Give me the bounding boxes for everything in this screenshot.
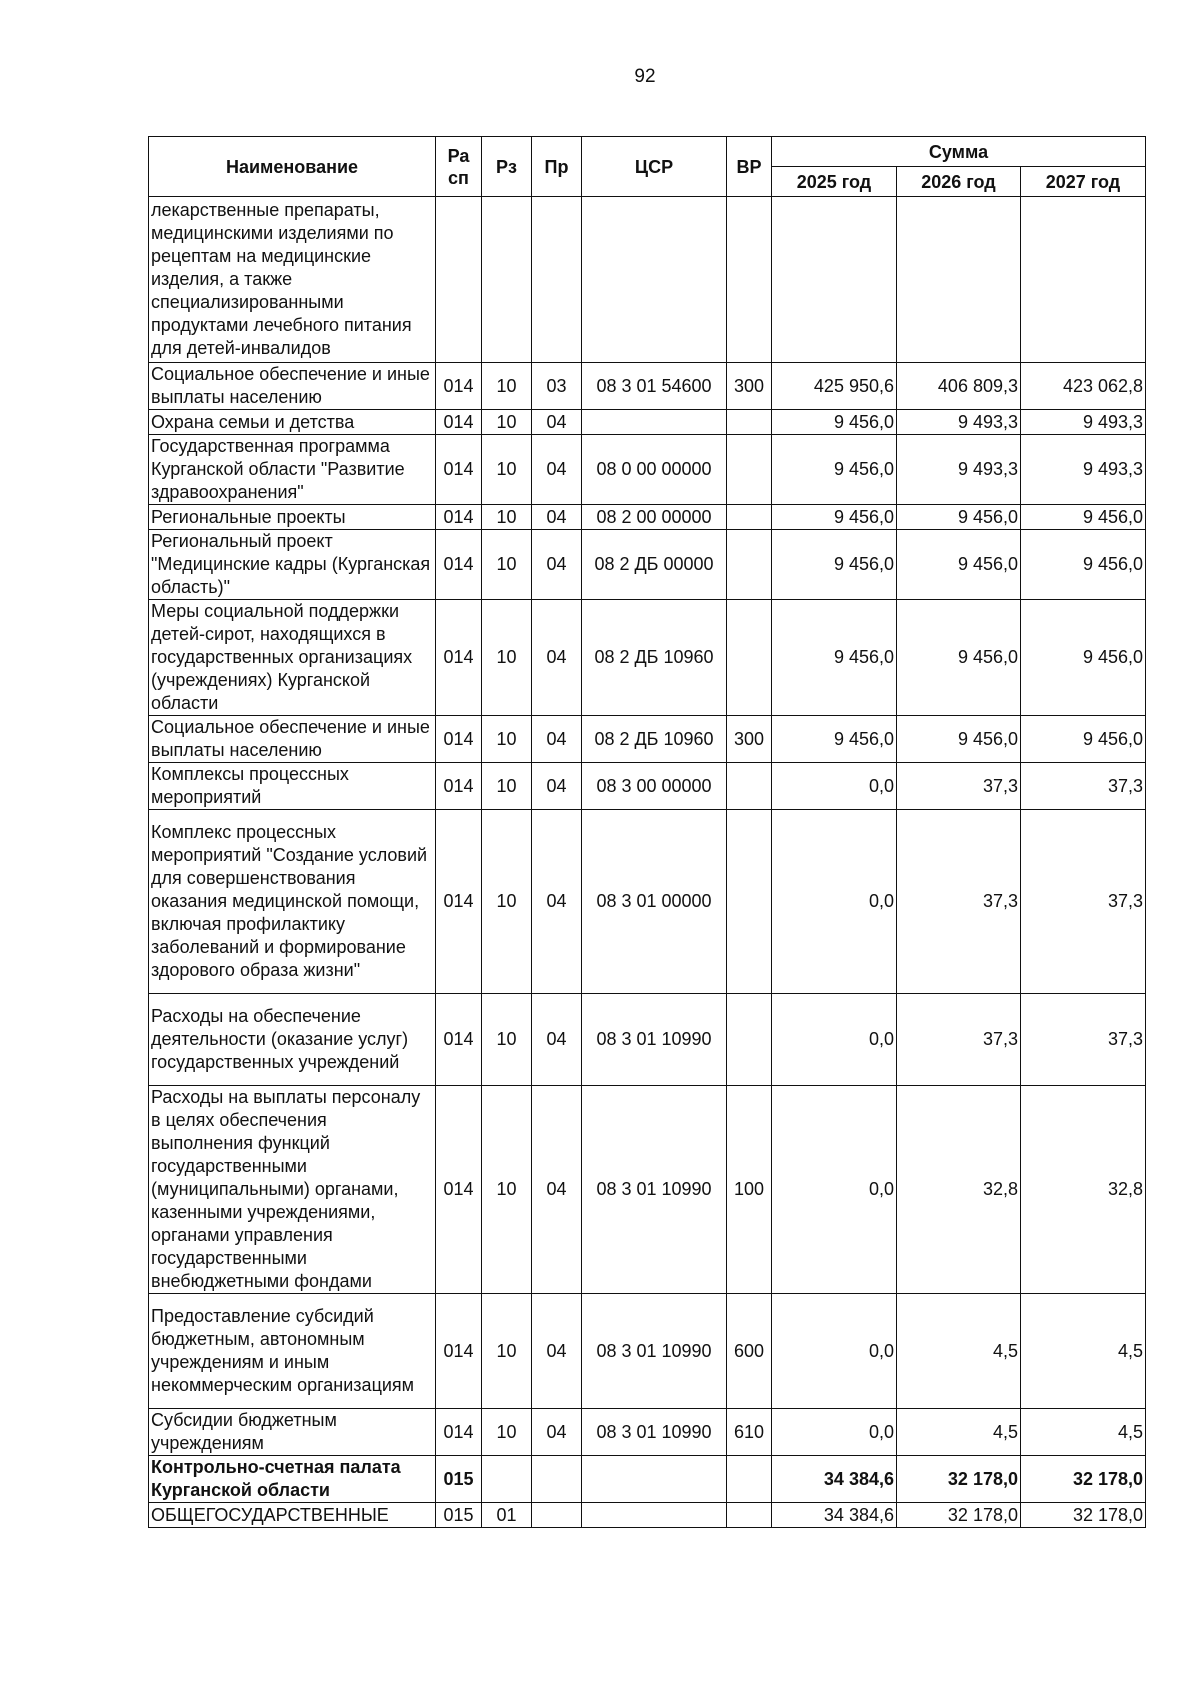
cell-name: Охрана семьи и детства: [149, 410, 436, 435]
cell-vr: 300: [727, 363, 772, 410]
table-row: [149, 505, 1146, 530]
cell-sum-2027: 37,3: [1021, 994, 1146, 1086]
header-rasp: [436, 137, 482, 197]
cell-csr: 08 2 00 00000: [582, 505, 727, 530]
cell-pr: 04: [532, 410, 582, 435]
cell-sum-2026: 37,3: [897, 994, 1021, 1086]
cell-vr: [727, 1456, 772, 1503]
cell-sum-2027: 37,3: [1021, 763, 1146, 810]
cell-vr: [727, 763, 772, 810]
cell-sum-2026: 9 456,0: [897, 505, 1021, 530]
cell-sum-2027: 9 456,0: [1021, 505, 1146, 530]
cell-rz: 10: [482, 1294, 532, 1409]
cell-sum-2027: [1021, 197, 1146, 363]
cell-pr: 04: [532, 505, 582, 530]
header-name: Наименование: [149, 137, 436, 197]
cell-csr: 08 2 ДБ 00000: [582, 530, 727, 600]
cell-rasp: 014: [436, 1086, 482, 1294]
cell-sum-2025: 0,0: [772, 1409, 897, 1456]
cell-vr: [727, 530, 772, 600]
cell-rasp: [436, 197, 482, 363]
cell-csr: 08 3 01 10990: [582, 1294, 727, 1409]
cell-sum-2027: 4,5: [1021, 1409, 1146, 1456]
header-year-2027: 2027 год: [1021, 167, 1146, 197]
cell-sum-2026: 32 178,0: [897, 1456, 1021, 1503]
cell-sum-2026: 9 456,0: [897, 716, 1021, 763]
cell-rz: 10: [482, 994, 532, 1086]
cell-sum-2027: 423 062,8: [1021, 363, 1146, 410]
cell-rz: 10: [482, 505, 532, 530]
cell-rz: 10: [482, 600, 532, 716]
cell-name: Контрольно-счетная палата Курганской области: [149, 1456, 436, 1503]
cell-sum-2026: 4,5: [897, 1294, 1021, 1409]
header-vr: ВР: [727, 137, 772, 197]
cell-sum-2025: [772, 197, 897, 363]
cell-rz: 10: [482, 530, 532, 600]
cell-pr: 04: [532, 530, 582, 600]
cell-rz: 01: [482, 1503, 532, 1528]
cell-vr: [727, 1503, 772, 1528]
cell-csr: [582, 1456, 727, 1503]
cell-csr: 08 2 ДБ 10960: [582, 716, 727, 763]
header-csr: ЦСР: [582, 137, 727, 197]
cell-rz: 10: [482, 810, 532, 994]
cell-rz: [482, 197, 532, 363]
cell-sum-2025: 0,0: [772, 763, 897, 810]
cell-sum-2025: 9 456,0: [772, 530, 897, 600]
cell-pr: [532, 1456, 582, 1503]
cell-rasp: 014: [436, 763, 482, 810]
cell-sum-2025: 9 456,0: [772, 505, 897, 530]
cell-vr: 610: [727, 1409, 772, 1456]
cell-sum-2026: 32,8: [897, 1086, 1021, 1294]
cell-csr: [582, 197, 727, 363]
cell-sum-2027: 32 178,0: [1021, 1503, 1146, 1528]
cell-sum-2027: 32 178,0: [1021, 1456, 1146, 1503]
cell-name: Региональные проекты: [149, 505, 436, 530]
cell-rasp: 014: [436, 435, 482, 505]
cell-sum-2025: 9 456,0: [772, 716, 897, 763]
cell-rz: 10: [482, 1409, 532, 1456]
cell-name: лекарственные препараты, медицинскими изделиями по рецептам на медицинские изделия, а также специализированными продуктами лечебного питания для детей-инвалидов: [149, 197, 436, 363]
cell-csr: 08 2 ДБ 10960: [582, 600, 727, 716]
cell-rz: 10: [482, 1086, 532, 1294]
cell-sum-2027: 9 456,0: [1021, 600, 1146, 716]
cell-pr: 04: [532, 763, 582, 810]
table-row: [149, 530, 1146, 600]
header-year-2026: 2026 год: [897, 167, 1021, 197]
cell-name: ОБЩЕГОСУДАРСТВЕННЫЕ: [149, 1503, 436, 1528]
cell-sum-2027: 32,8: [1021, 1086, 1146, 1294]
table-row: [149, 197, 1146, 363]
cell-name: Государственная программа Курганской области "Развитие здравоохранения": [149, 435, 436, 505]
table-row: [149, 1456, 1146, 1503]
cell-pr: 04: [532, 1086, 582, 1294]
cell-rasp: 015: [436, 1456, 482, 1503]
cell-rz: 10: [482, 763, 532, 810]
table-body: [149, 197, 1146, 1528]
cell-sum-2025: 425 950,6: [772, 363, 897, 410]
cell-csr: 08 3 01 54600: [582, 363, 727, 410]
cell-sum-2025: 0,0: [772, 810, 897, 994]
cell-rz: 10: [482, 363, 532, 410]
cell-csr: 08 3 00 00000: [582, 763, 727, 810]
cell-vr: [727, 435, 772, 505]
cell-sum-2025: 34 384,6: [772, 1456, 897, 1503]
cell-vr: [727, 810, 772, 994]
header-sum: Сумма: [772, 137, 1146, 167]
cell-sum-2027: 9 493,3: [1021, 435, 1146, 505]
table-header: [149, 137, 1146, 197]
cell-sum-2025: 0,0: [772, 1086, 897, 1294]
cell-rasp: 014: [436, 410, 482, 435]
cell-name: Субсидии бюджетным учреждениям: [149, 1409, 436, 1456]
cell-rz: [482, 1456, 532, 1503]
cell-sum-2026: 4,5: [897, 1409, 1021, 1456]
cell-pr: 04: [532, 716, 582, 763]
cell-rasp: 014: [436, 363, 482, 410]
cell-vr: 100: [727, 1086, 772, 1294]
cell-name: Региональный проект "Медицинские кадры (Курганская область)": [149, 530, 436, 600]
header-rasp-line2: сп: [448, 167, 469, 188]
cell-csr: 08 3 01 00000: [582, 810, 727, 994]
cell-sum-2025: 34 384,6: [772, 1503, 897, 1528]
cell-sum-2025: 0,0: [772, 994, 897, 1086]
header-rasp-line1: Ра: [447, 145, 470, 166]
table-row: [149, 1409, 1146, 1456]
cell-sum-2026: 37,3: [897, 763, 1021, 810]
cell-pr: 04: [532, 994, 582, 1086]
cell-rasp: 014: [436, 810, 482, 994]
table-row: [149, 410, 1146, 435]
cell-vr: 300: [727, 716, 772, 763]
cell-csr: [582, 410, 727, 435]
cell-pr: 04: [532, 1294, 582, 1409]
cell-sum-2027: 4,5: [1021, 1294, 1146, 1409]
cell-sum-2026: 9 493,3: [897, 410, 1021, 435]
cell-pr: [532, 197, 582, 363]
cell-rasp: 014: [436, 716, 482, 763]
table-row: [149, 716, 1146, 763]
cell-sum-2026: [897, 197, 1021, 363]
budget-table: [148, 136, 1146, 1528]
cell-pr: 04: [532, 435, 582, 505]
cell-pr: 04: [532, 600, 582, 716]
cell-pr: 04: [532, 1409, 582, 1456]
table-row: [149, 1294, 1146, 1409]
cell-csr: [582, 1503, 727, 1528]
table-row: [149, 1086, 1146, 1294]
cell-rz: 10: [482, 435, 532, 505]
cell-sum-2025: 9 456,0: [772, 600, 897, 716]
table-row: [149, 763, 1146, 810]
cell-name: Меры социальной поддержки детей-сирот, находящихся в государственных организациях (учреждениях) Курганской области: [149, 600, 436, 716]
cell-pr: [532, 1503, 582, 1528]
header-year-2025: 2025 год: [772, 167, 897, 197]
cell-rasp: 014: [436, 1409, 482, 1456]
cell-csr: 08 3 01 10990: [582, 1086, 727, 1294]
table-row: [149, 1503, 1146, 1528]
cell-sum-2025: 9 456,0: [772, 410, 897, 435]
cell-rasp: 014: [436, 994, 482, 1086]
cell-vr: [727, 505, 772, 530]
cell-name: Социальное обеспечение и иные выплаты населению: [149, 716, 436, 763]
cell-pr: 04: [532, 810, 582, 994]
page-number: 92: [634, 66, 656, 87]
cell-csr: 08 3 01 10990: [582, 994, 727, 1086]
cell-rasp: 014: [436, 505, 482, 530]
cell-sum-2027: 9 456,0: [1021, 530, 1146, 600]
cell-sum-2027: 9 456,0: [1021, 716, 1146, 763]
cell-vr: [727, 197, 772, 363]
cell-csr: 08 3 01 10990: [582, 1409, 727, 1456]
cell-name: Социальное обеспечение и иные выплаты населению: [149, 363, 436, 410]
cell-name: Предоставление субсидий бюджетным, автономным учреждениям и иным некоммерческим организациям: [149, 1294, 436, 1409]
table-row: [149, 363, 1146, 410]
cell-sum-2025: 0,0: [772, 1294, 897, 1409]
cell-sum-2026: 32 178,0: [897, 1503, 1021, 1528]
cell-rasp: 014: [436, 600, 482, 716]
cell-name: Комплексы процессных мероприятий: [149, 763, 436, 810]
cell-sum-2025: 9 456,0: [772, 435, 897, 505]
cell-sum-2026: 406 809,3: [897, 363, 1021, 410]
cell-vr: [727, 410, 772, 435]
cell-sum-2026: 37,3: [897, 810, 1021, 994]
cell-name: Расходы на обеспечение деятельности (оказание услуг) государственных учреждений: [149, 994, 436, 1086]
cell-sum-2026: 9 493,3: [897, 435, 1021, 505]
cell-rz: 10: [482, 716, 532, 763]
cell-sum-2026: 9 456,0: [897, 600, 1021, 716]
cell-rz: 10: [482, 410, 532, 435]
cell-name: Комплекс процессных мероприятий "Создание условий для совершенствования оказания медицинской помощи, включая профилактику заболеваний и формирование здорового образа жизни": [149, 810, 436, 994]
cell-vr: [727, 994, 772, 1086]
cell-name: Расходы на выплаты персоналу в целях обеспечения выполнения функций государственными (муниципальными) органами, казенными учреждениями, органами управления государственными внебюджетными фондами: [149, 1086, 436, 1294]
table-row: [149, 600, 1146, 716]
cell-rasp: 014: [436, 1294, 482, 1409]
cell-sum-2026: 9 456,0: [897, 530, 1021, 600]
table-row: [149, 435, 1146, 505]
table-row: [149, 994, 1146, 1086]
header-pr: Пр: [532, 137, 582, 197]
cell-pr: 03: [532, 363, 582, 410]
header-rz: Рз: [482, 137, 532, 197]
cell-vr: [727, 600, 772, 716]
table-row: [149, 810, 1146, 994]
cell-sum-2027: 9 493,3: [1021, 410, 1146, 435]
cell-rasp: 014: [436, 530, 482, 600]
cell-vr: 600: [727, 1294, 772, 1409]
cell-sum-2027: 37,3: [1021, 810, 1146, 994]
cell-rasp: 015: [436, 1503, 482, 1528]
cell-csr: 08 0 00 00000: [582, 435, 727, 505]
